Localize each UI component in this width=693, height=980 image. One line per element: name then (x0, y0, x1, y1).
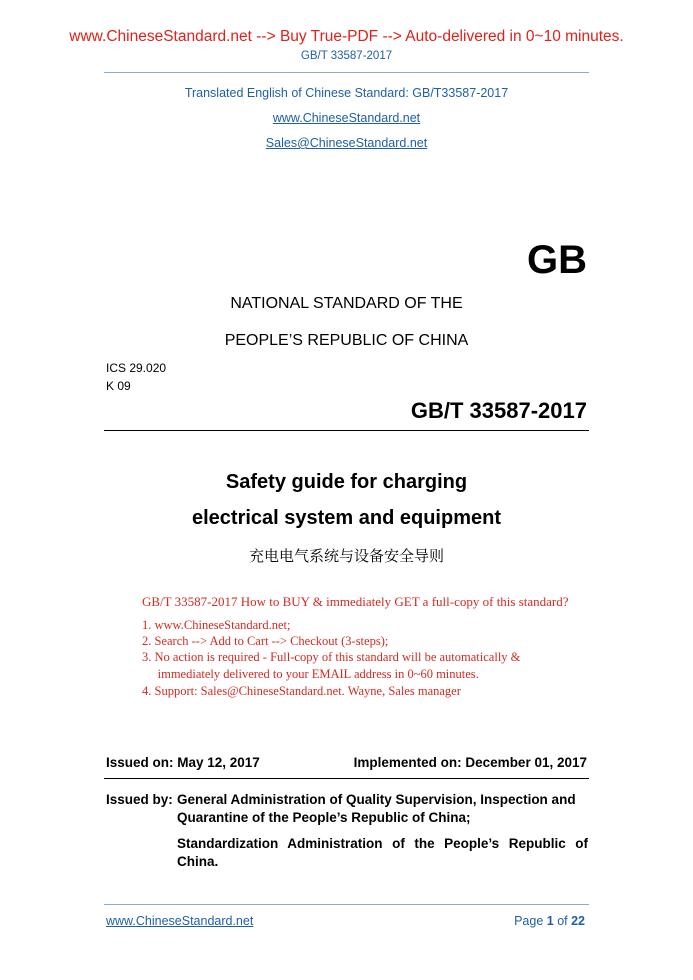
issuer-2-line2: China. (177, 854, 219, 869)
dates-divider (104, 778, 589, 779)
translated-line: Translated English of Chinese Standard: GB/T33587-2017 (184, 86, 509, 100)
issued-by-label: Issued by: (106, 792, 173, 807)
footer-website-link[interactable]: www.ChineseStandard.net (106, 914, 254, 928)
title-line1: Safety guide for charging (225, 471, 468, 493)
k-code: K 09 (106, 379, 131, 393)
email-link[interactable]: Sales@ChineseStandard.net (265, 136, 428, 150)
buy-item: 2. Search --> Add to Cart --> Checkout (3-steps); (142, 634, 389, 648)
page-number: 1 (546, 914, 554, 928)
buy-item: immediately delivered to your EMAIL address in 0~60 minutes. (142, 667, 479, 681)
issuer-1-line1: General Administration of Quality Supervision, Inspection and (177, 792, 576, 807)
national-standard-line1: NATIONAL STANDARD OF THE (230, 295, 463, 312)
buy-heading: GB/T 33587-2017 How to BUY & immediately GET a full-copy of this standard? (142, 594, 569, 609)
page-label: Page (514, 914, 547, 928)
page-indicator (514, 914, 585, 928)
website-link[interactable]: www.ChineseStandard.net (272, 111, 421, 125)
buy-item[interactable]: 1. www.ChineseStandard.net; (142, 618, 291, 632)
standard-code: GB/T 33587-2017 (410, 398, 587, 423)
national-standard-line2: PEOPLE’S REPUBLIC OF CHINA (224, 332, 469, 349)
code-divider (104, 430, 589, 431)
buy-item[interactable]: 4. Support: Sales@ChineseStandard.net. Wayne, Sales manager (142, 684, 461, 698)
page-of: of (553, 914, 572, 928)
title-line2: electrical system and equipment (191, 507, 501, 529)
issued-date: Issued on: May 12, 2017 (106, 755, 260, 770)
header-divider (104, 72, 589, 73)
header-standard-code: GB/T 33587-2017 (300, 50, 393, 62)
issuer-1-line2: Quarantine of the People’s Republic of China; (177, 810, 471, 825)
page-total: 22 (571, 914, 585, 928)
implemented-date: Implemented on: December 01, 2017 (353, 755, 587, 770)
gb-mark: GB (527, 238, 587, 282)
footer-divider (104, 904, 589, 905)
top-banner[interactable]: www.ChineseStandard.net --> Buy True-PDF --> Auto-delivered in 0~10 minutes. (69, 28, 624, 45)
issuer-2-line1: Standardization Administration of the People’s Republic of (177, 836, 588, 851)
title-chinese: 充电电气系统与设备安全导则 (248, 547, 444, 565)
ics-code: ICS 29.020 (106, 361, 167, 375)
buy-item: 3. No action is required - Full-copy of this standard will be automatically & (142, 650, 521, 664)
